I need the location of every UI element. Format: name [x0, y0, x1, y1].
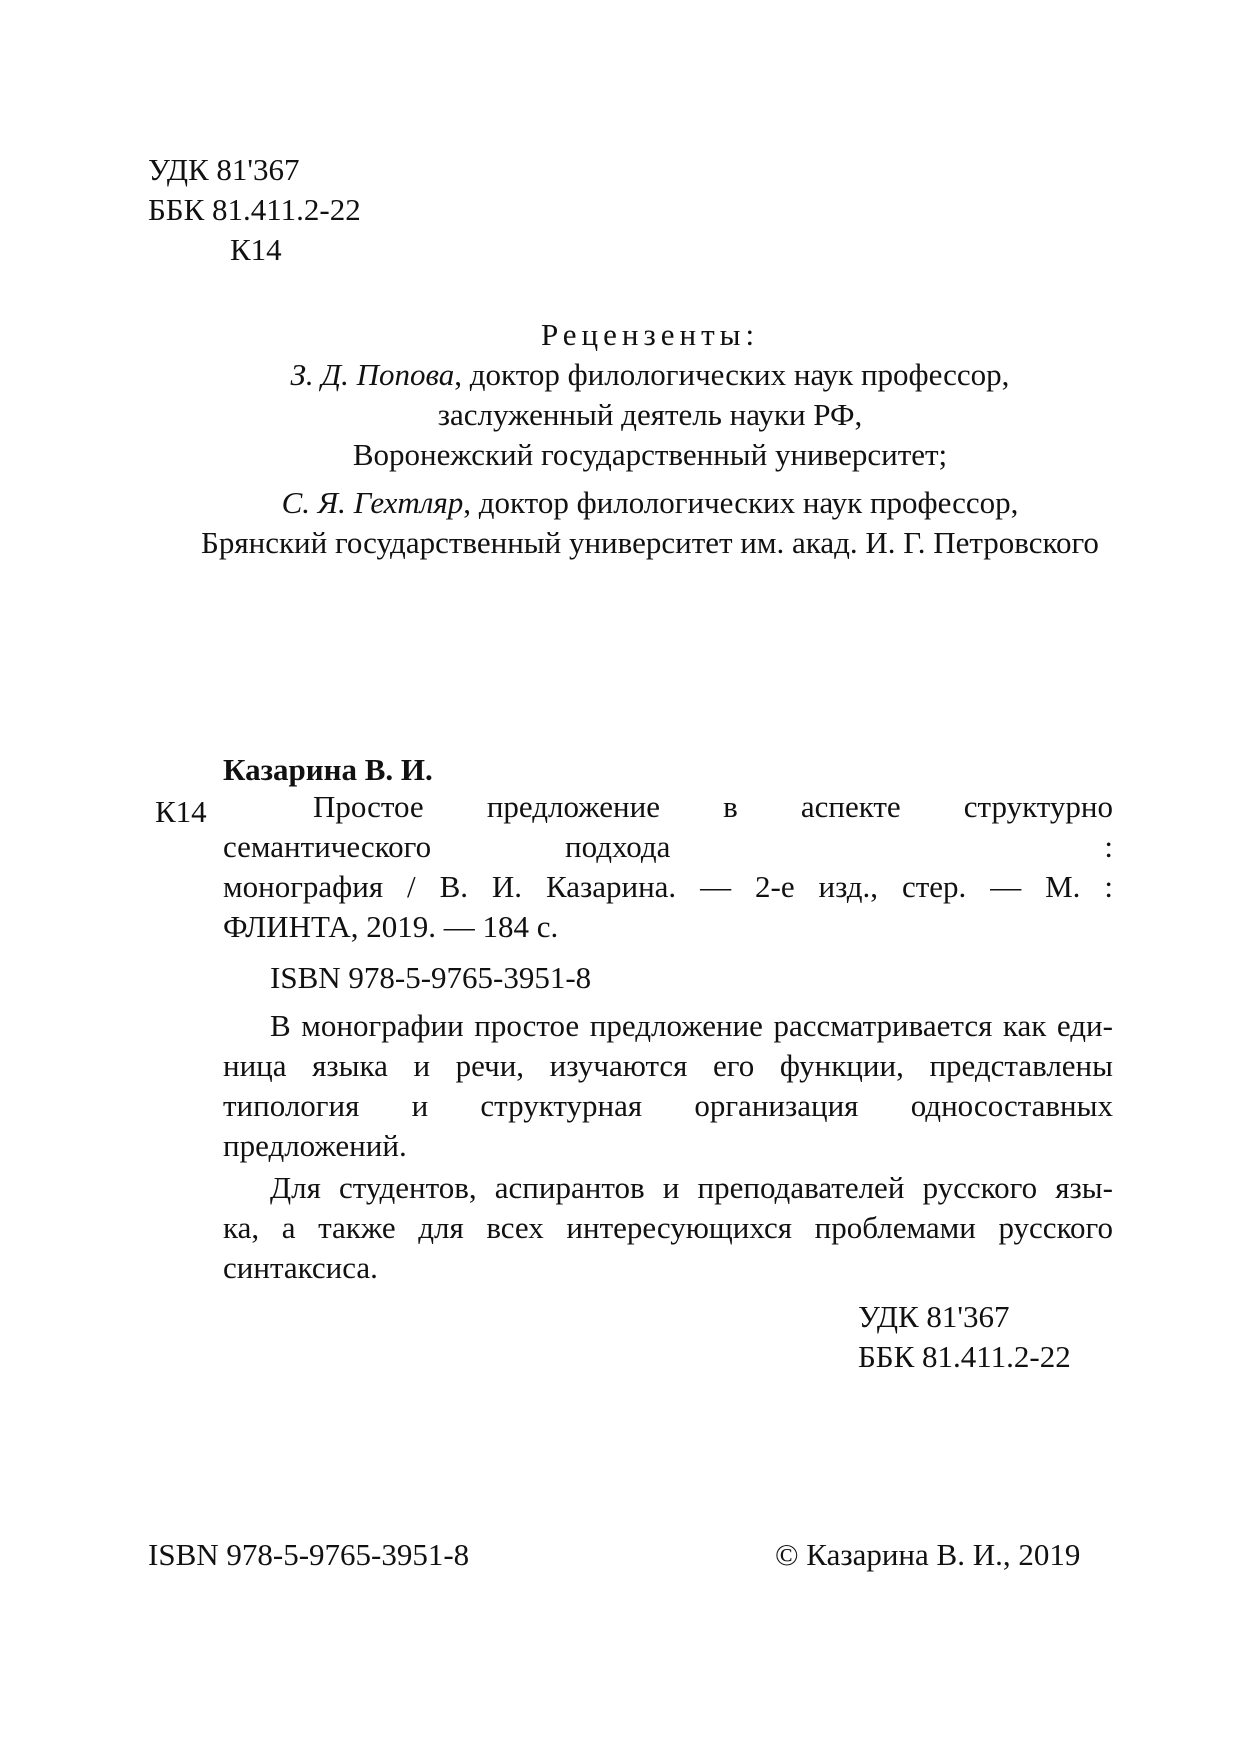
bib-line-2 — [223, 827, 1113, 867]
annotation-p1-line-3 — [223, 1086, 1113, 1126]
word: преподавателей — [697, 1170, 905, 1205]
word: аспирантов — [494, 1170, 645, 1205]
reviewer-1-name: З. Д. Попова — [290, 357, 455, 392]
author-mark-top: К14 — [230, 232, 282, 267]
word: : — [1104, 869, 1113, 904]
word: Для — [270, 1170, 321, 1205]
reviewer-1-line-1 — [170, 355, 1130, 395]
word: стер. — [901, 869, 967, 904]
word: М. — [1045, 869, 1081, 904]
word: и — [413, 1048, 431, 1083]
reviewer-2-line-1 — [170, 483, 1130, 523]
annotation-p1-line-1 — [270, 1006, 1113, 1046]
annotation-p2-line-3: синтаксиса. — [223, 1250, 378, 1285]
word: простое — [474, 1008, 580, 1043]
bib-line-3 — [223, 867, 1113, 907]
reviewer-1-line-2: заслуженный деятель науки РФ, — [437, 397, 863, 432]
word: В. — [439, 869, 468, 904]
word: : — [1104, 829, 1113, 864]
word: изучаются — [549, 1048, 688, 1083]
word: односоставных — [910, 1088, 1113, 1123]
word: русского — [922, 1170, 1038, 1205]
author-mark-main: К14 — [155, 794, 207, 829]
reviewers-heading: Рецензенты: — [540, 317, 760, 352]
word: типология — [223, 1088, 360, 1123]
word: организация — [694, 1088, 859, 1123]
word: предложение — [486, 789, 660, 824]
word: семантического — [223, 829, 432, 864]
word: студентов, — [339, 1170, 477, 1205]
author-name: Казарина В. И. — [223, 752, 433, 787]
annotation-p2-line-1 — [270, 1168, 1113, 1208]
word: подхода — [565, 829, 671, 864]
word: Казарина. — [545, 869, 677, 904]
reviewers-block — [170, 315, 1130, 563]
word: Простое — [313, 789, 424, 824]
bbk-bottom: ББК 81.411.2-22 — [858, 1339, 1071, 1374]
word: а — [281, 1210, 296, 1245]
reviewer-2-title: , доктор филологических наук профессор, — [463, 485, 1019, 520]
word: 2-е — [755, 869, 795, 904]
bib-line-1 — [313, 787, 1113, 827]
reviewer-2-name: С. Я. Гехтляр — [281, 485, 464, 520]
word: структурная — [480, 1088, 643, 1123]
word: ница — [223, 1048, 287, 1083]
word: речи, — [455, 1048, 525, 1083]
word: структурно — [963, 789, 1113, 824]
word: для — [418, 1210, 464, 1245]
word: / — [407, 869, 416, 904]
isbn-main: ISBN 978-5-9765-3951-8 — [270, 960, 592, 995]
word: проблемами — [814, 1210, 976, 1245]
word: предложение — [589, 1008, 763, 1043]
word: И. — [491, 869, 523, 904]
word: представлены — [929, 1048, 1113, 1083]
word: монография — [223, 869, 384, 904]
bib-line-4: ФЛИНТА, 2019. — 184 с. — [223, 909, 559, 944]
annotation-p1-line-2 — [223, 1046, 1113, 1086]
annotation-p2-line-2 — [223, 1208, 1113, 1248]
word: функции, — [779, 1048, 904, 1083]
word: В — [270, 1008, 291, 1043]
word: монографии — [301, 1008, 464, 1043]
copyright: © Казарина В. И., 2019 — [775, 1537, 1081, 1572]
reviewer-1-title: , доктор филологических наук профессор, — [454, 357, 1010, 392]
word: изд., — [818, 869, 879, 904]
udk-bottom: УДК 81'367 — [858, 1299, 1010, 1334]
word: еди- — [1056, 1008, 1113, 1043]
bbk-top: ББК 81.411.2-22 — [148, 192, 361, 227]
word: язы- — [1055, 1170, 1113, 1205]
word: и — [411, 1088, 429, 1123]
word: ка, — [223, 1210, 260, 1245]
word: интересующихся — [566, 1210, 793, 1245]
word: всех — [486, 1210, 544, 1245]
reviewer-1-line-3: Воронежский государственный университет; — [352, 437, 948, 472]
word: рассматривается — [773, 1008, 993, 1043]
word: аспекте — [800, 789, 901, 824]
isbn-footer: ISBN 978-5-9765-3951-8 — [148, 1537, 470, 1572]
word: также — [318, 1210, 396, 1245]
word: русского — [998, 1210, 1113, 1245]
udk-top: УДК 81'367 — [148, 152, 300, 187]
word: как — [1002, 1008, 1047, 1043]
word: — — [990, 869, 1022, 904]
word: — — [700, 869, 732, 904]
annotation-p1-line-4: предложений. — [223, 1128, 407, 1163]
reviewer-2-line-2: Брянский государственный университет им. акад. И. Г. Петровского — [201, 525, 1099, 560]
word: и — [662, 1170, 680, 1205]
word: языка — [312, 1048, 388, 1083]
word: в — [723, 789, 738, 824]
word: его — [713, 1048, 755, 1083]
